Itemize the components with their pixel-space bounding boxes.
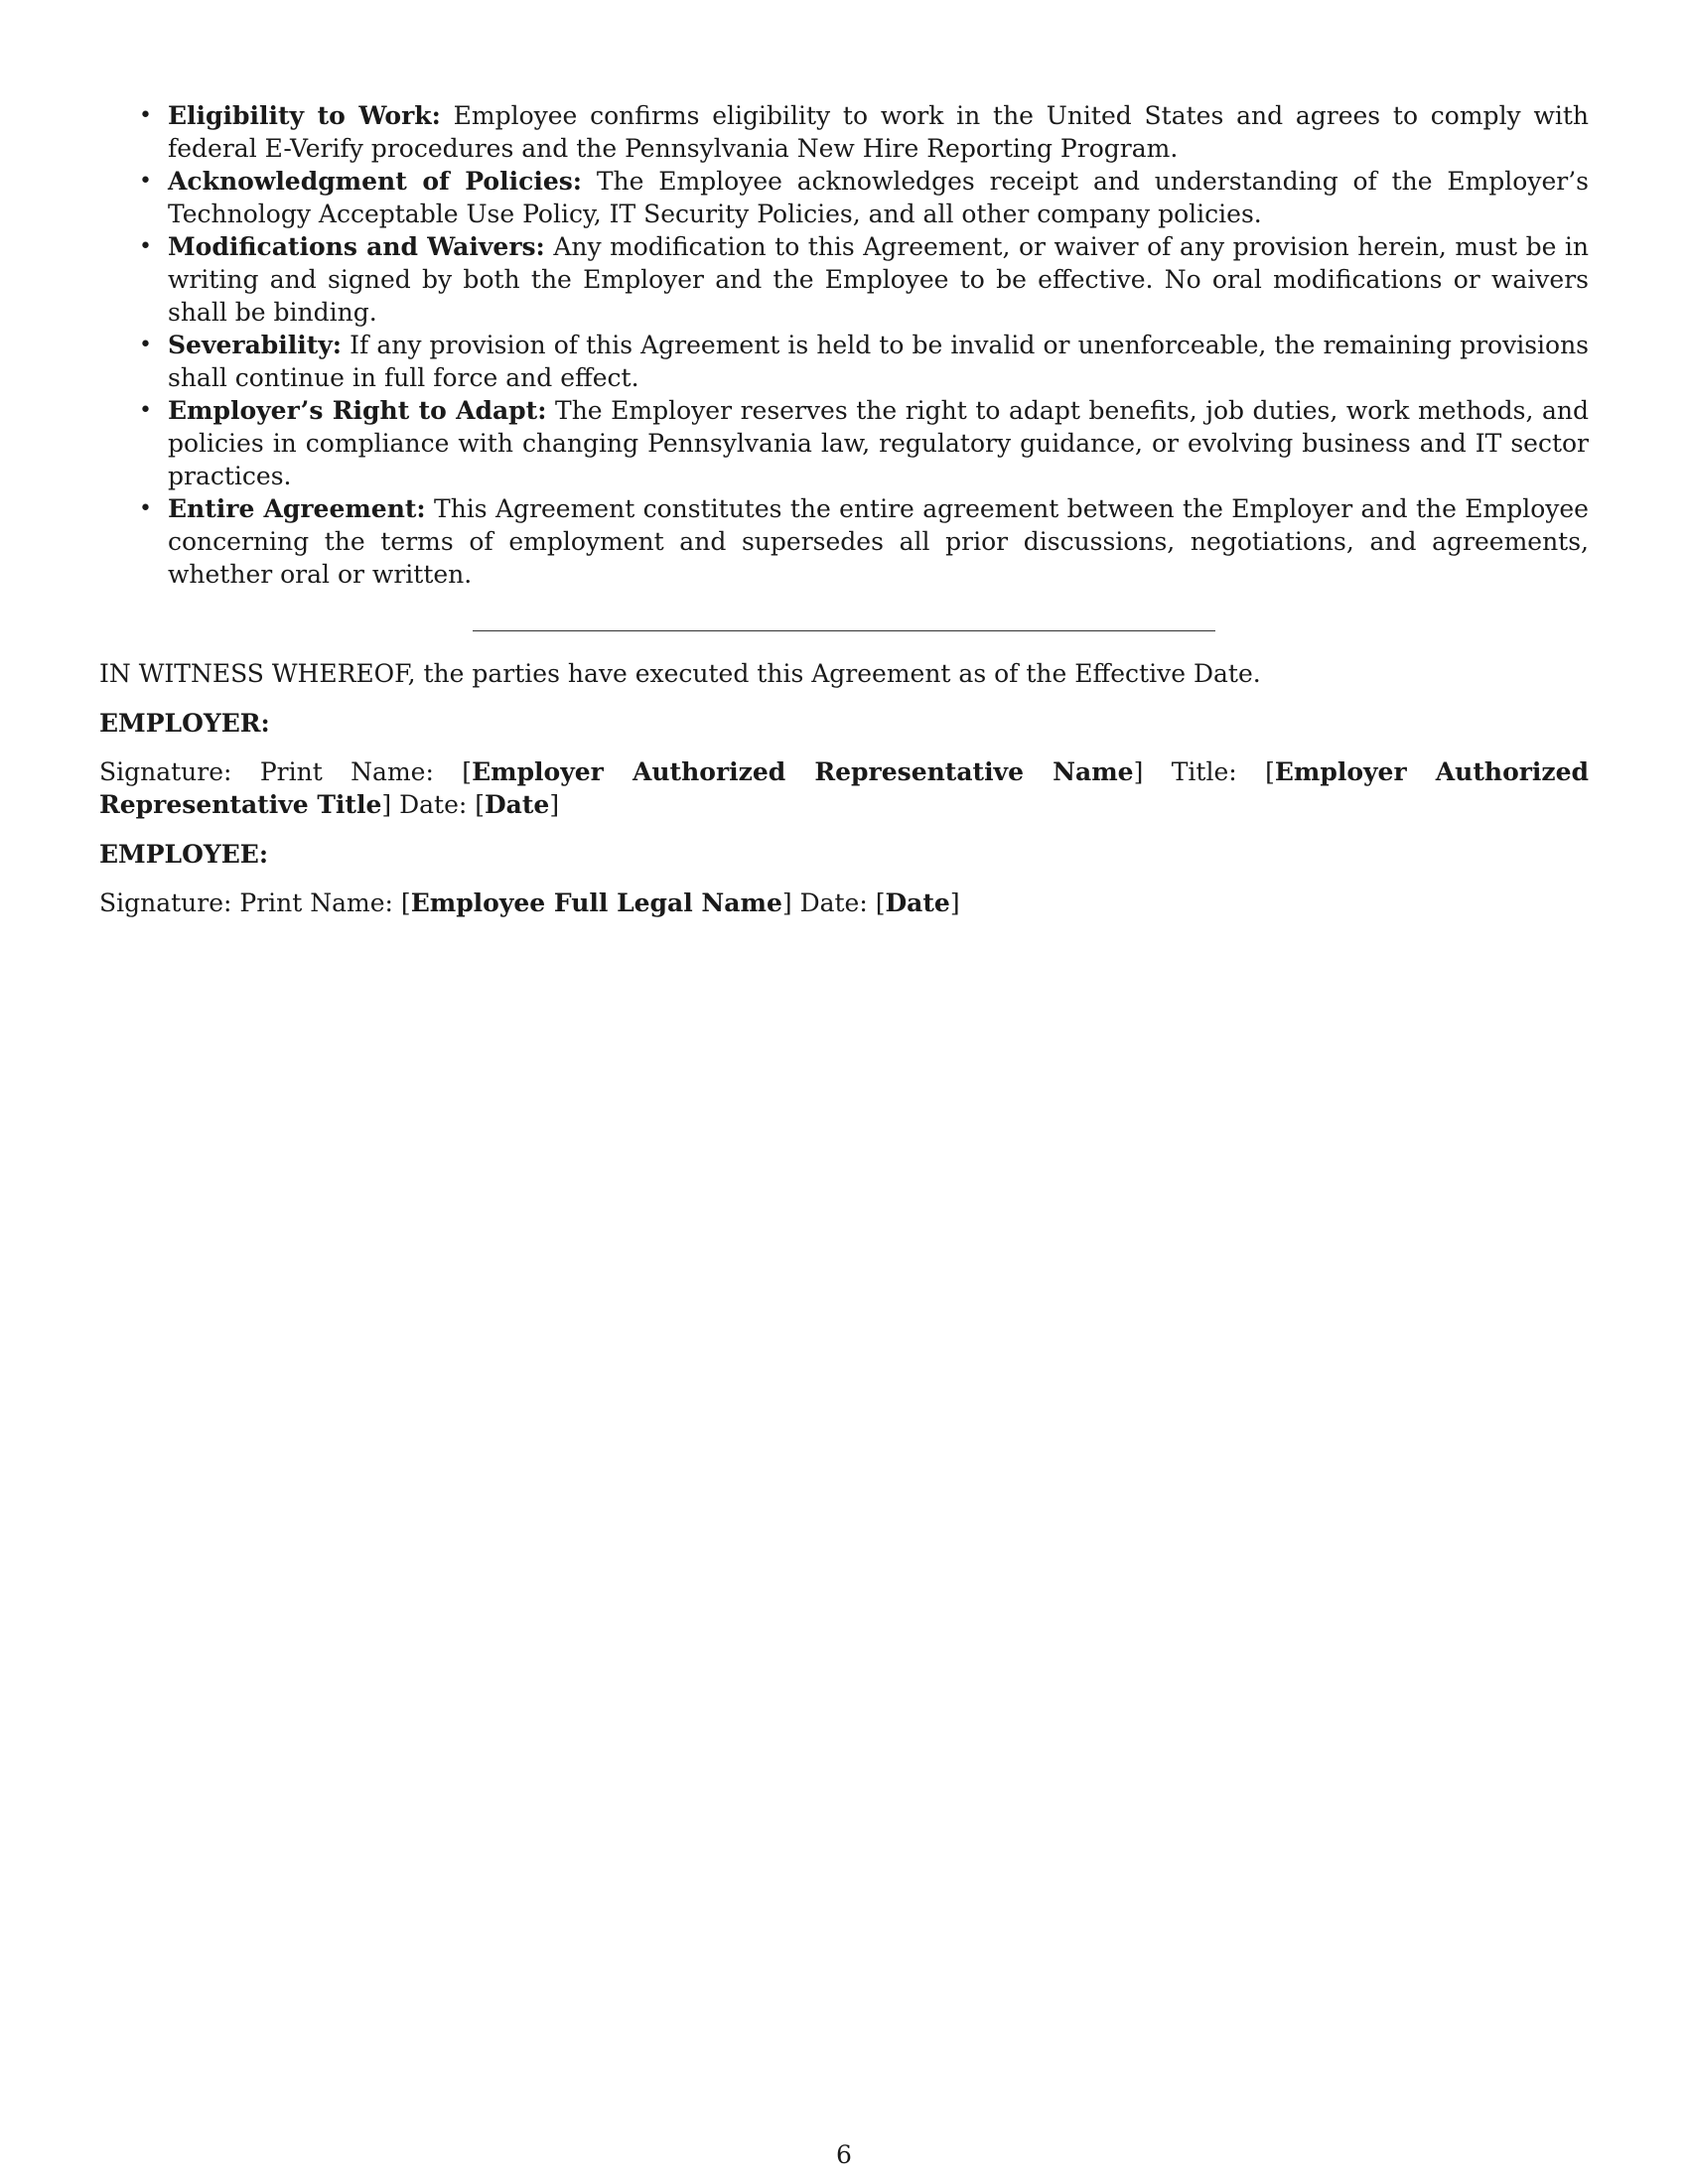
employer-title-field[interactable]: Employer Authorized Representative Title [99, 757, 1590, 819]
bullet-icon: • [139, 234, 152, 259]
clause-title: Severability: [168, 331, 343, 359]
page-number: 6 [836, 2140, 852, 2169]
clause-list [99, 99, 1589, 591]
bullet-icon: • [139, 333, 152, 357]
bullet-icon: • [139, 496, 152, 521]
clause-title: Eligibility to Work: [168, 101, 441, 130]
employee-signature-label: Signature: [99, 888, 232, 917]
clause-text: Employee confirms eligibility to work in the United States and agrees to comply with federal E-Verify procedures and the Pennsylvania New Hire Reporting Program. [168, 101, 1590, 163]
employer-print-name-field[interactable]: Employer Authorized Representative Name [472, 757, 1134, 786]
employer-date-field[interactable]: Date [485, 790, 550, 819]
clause-text: The Employee acknowledges receipt and understanding of the Employer’s Technology Acceptable Use Policy, IT Security Policies, and all other company policies. [168, 167, 1589, 228]
clause-item [99, 394, 1589, 492]
clause-text: Any modification to this Agreement, or waiver of any provision herein, must be in writing and signed by both the Employer and the Employee to be effective. No oral modifications or waivers shall be binding. [168, 232, 1589, 327]
document-page-body [99, 99, 1589, 919]
clause-item [99, 329, 1589, 394]
clause-text: If any provision of this Agreement is held to be invalid or unenforceable, the remaining provisions shall continue in full force and effect. [168, 331, 1590, 392]
clause-title: Acknowledgment of Policies: [168, 167, 583, 196]
witness-statement: IN WITNESS WHEREOF, the parties have executed this Agreement as of the Effective Date. [99, 659, 1261, 688]
bullet-icon: • [139, 169, 152, 194]
employer-date-label: Date: [399, 790, 468, 819]
bullet-icon: • [139, 398, 152, 423]
section-divider [473, 630, 1215, 631]
employee-signature-block: Signature: Print Name: [Employee Full Legal Name] Date: [Date] [99, 888, 960, 917]
bullet-icon: • [139, 103, 152, 128]
clause-title: Entire Agreement: [168, 494, 426, 523]
employer-signature-label: Signature: [99, 757, 232, 786]
clause-item [99, 230, 1589, 329]
employer-signature-block: Signature: Print Name: [Employer Authorized Representative Name] Title: [Employer Authorized Representative Title] Date: [Date] [99, 757, 1590, 819]
clause-item [99, 165, 1589, 230]
employee-print-name-field[interactable]: Employee Full Legal Name [410, 888, 782, 917]
clause-text: This Agreement constitutes the entire agreement between the Employer and the Employee concerning the terms of employment and supersedes all prior discussions, negotiations, and agreements, whether oral or written. [168, 494, 1589, 589]
employee-date-field[interactable]: Date [885, 888, 950, 917]
employee-heading: EMPLOYEE: [99, 840, 269, 869]
employee-date-label: Date: [799, 888, 868, 917]
clause-title: Modifications and Waivers: [168, 232, 545, 261]
employer-title-label: Title: [1171, 757, 1237, 786]
employee-print-name-label: Print Name: [239, 888, 393, 917]
employer-print-name-label: Print Name: [259, 757, 434, 786]
clause-item [99, 492, 1589, 591]
employer-heading: EMPLOYER: [99, 709, 270, 738]
clause-text: The Employer reserves the right to adapt benefits, job duties, work methods, and policies in compliance with changing Pennsylvania law, regulatory guidance, or evolving business and IT sector practices. [168, 396, 1589, 490]
clause-item [99, 99, 1589, 165]
clause-title: Employer’s Right to Adapt: [168, 396, 547, 425]
